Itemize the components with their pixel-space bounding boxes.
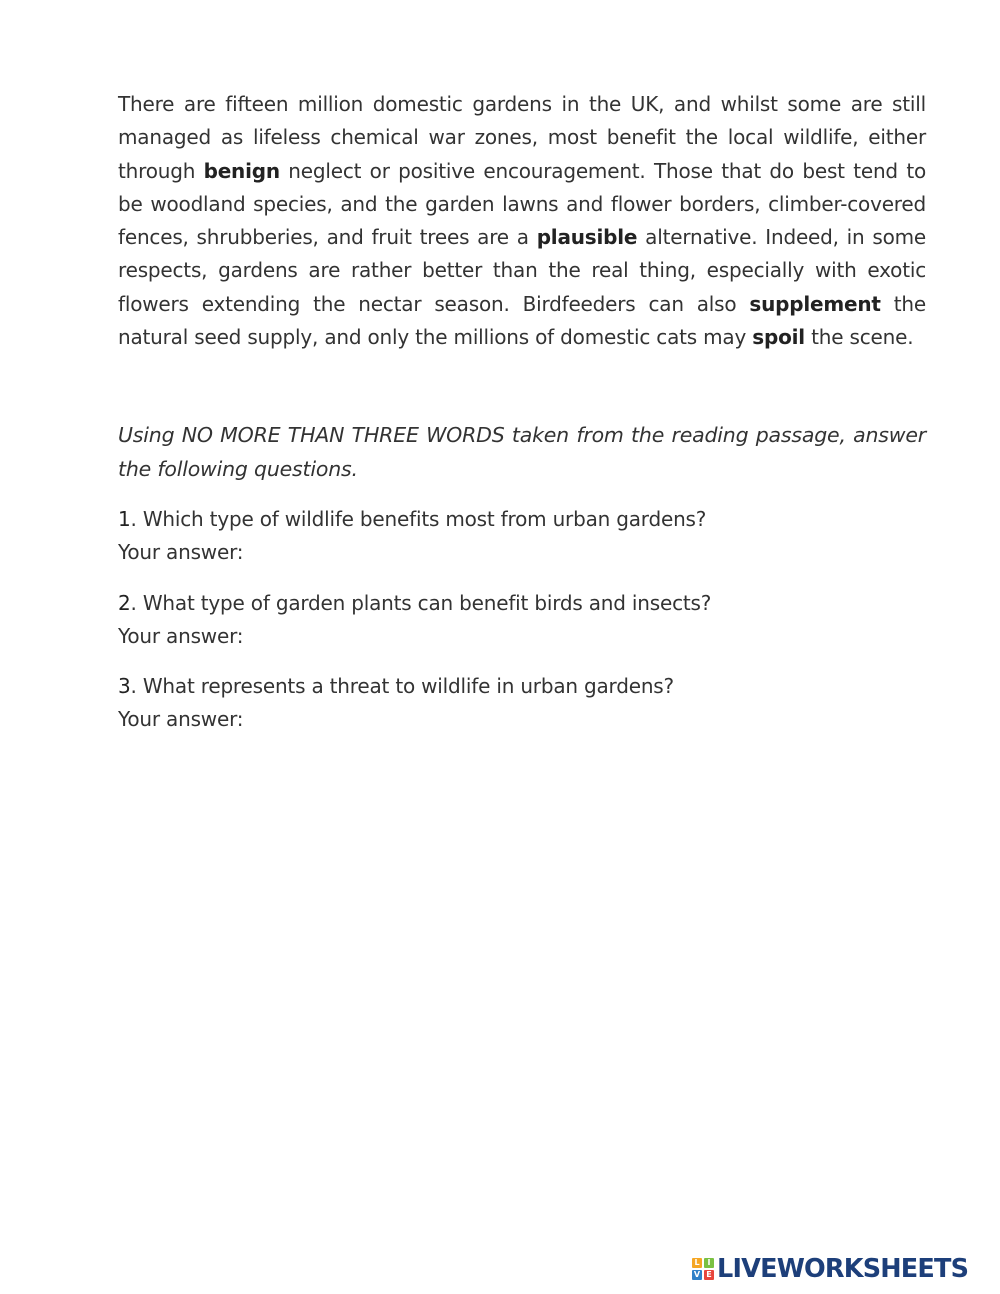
worksheet-page <box>118 88 926 737</box>
question-2 <box>118 587 926 654</box>
vocab-word-plausible: plausible <box>536 225 638 250</box>
logo-text: LIVEWORKSHEETS <box>717 1254 969 1284</box>
answer-field[interactable]: Your answer: <box>118 707 244 732</box>
passage-text: the natural seed supply, and only the millions of domestic cats may <box>118 291 926 350</box>
instructions: Using NO MORE THAN THREE WORDS taken from the reading passage, answer the following questions. <box>118 423 926 481</box>
question-text: . Which type of wildlife benefits most from urban gardens? <box>130 506 707 531</box>
question-3 <box>118 670 926 737</box>
question-number: 3 <box>118 674 131 699</box>
logo-mark-tile: E <box>704 1270 714 1280</box>
vocab-word-supplement: supplement <box>749 291 881 316</box>
logo-mark-icon <box>692 1258 714 1280</box>
question-prompt <box>118 670 926 703</box>
passage-text: the scene. <box>804 325 914 350</box>
question-text: . What represents a threat to wildlife in urban gardens? <box>130 674 674 699</box>
question-text: . What type of garden plants can benefit birds and insects? <box>130 590 712 615</box>
question-number: 1 <box>118 506 131 531</box>
answer-field[interactable]: Your answer: <box>118 623 244 648</box>
passage-text: neglect or positive encouragement. Those that do best tend to be woodland species, and the garden lawns and flower borders, climber-covered fences, shrubberies, and fruit trees are a <box>118 158 926 250</box>
question-number: 2 <box>118 590 131 615</box>
answer-field[interactable]: Your answer: <box>118 540 244 565</box>
passage-text: alternative. Indeed, in some respects, gardens are rather better than the real thing, especially with exotic flowers extending the nectar season. Birdfeeders can also <box>118 225 926 316</box>
vocab-word-spoil: spoil <box>752 325 805 350</box>
liveworksheets-logo <box>692 1254 968 1284</box>
reading-passage <box>118 88 926 354</box>
question-prompt <box>118 587 926 620</box>
logo-mark-tile: I <box>704 1258 714 1268</box>
logo-mark-tile: L <box>692 1258 702 1268</box>
passage-text: There are fifteen million domestic gardens in the UK, and whilst some are still managed as lifeless chemical war zones, most benefit the local wildlife, either through <box>118 92 926 183</box>
question-prompt <box>118 503 926 536</box>
question-1 <box>118 503 926 570</box>
logo-mark-tile: V <box>693 1270 701 1279</box>
vocab-word-benign: benign <box>203 158 280 183</box>
